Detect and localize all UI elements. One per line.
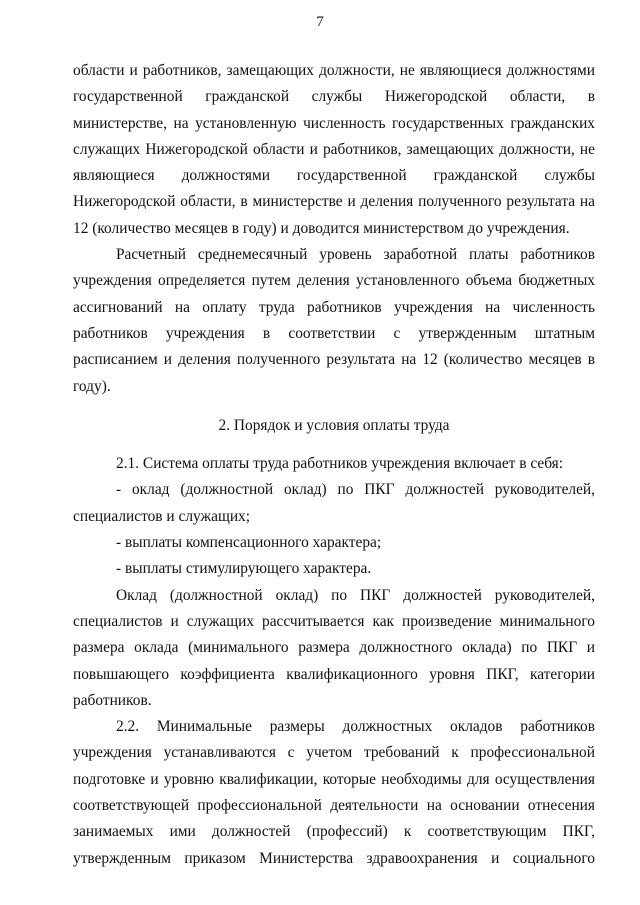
list-item-oklad: - оклад (должностной оклад) по ПКГ должностей руководителей, специалистов и служащих; bbox=[73, 481, 595, 525]
paragraph-salary-level: Расчетный среднемесячный уровень заработной платы работников учреждения определяется путем деления установленного объема бюджетных ассигнований на оплату труда работников учреждения на численность работников учреждения в соответствии с утвержденным штатным расписанием и деления полученного результата на 12 (количество месяцев в году). bbox=[73, 246, 595, 395]
section-heading: 2. Порядок и условия оплаты труда bbox=[218, 416, 450, 434]
page-number: 7 bbox=[316, 14, 324, 30]
paragraph-2-2: 2.2. Минимальные размеры должностных окладов работников учреждения устанавливаются с учетом требований к профессиональной подготовке и уровню квалификации, которые необходимы для осуществления соответствующей профессиональной деятельности на основании отнесения занимаемых ими должностей (профессий) к соответствующим ПКГ, утвержденным приказом Министерства здравоохранения и социального bbox=[73, 718, 595, 867]
paragraph-oklad-calculation: Оклад (должностной оклад) по ПКГ должностей руководителей, специалистов и служащих рассчитывается как произведение минимального размера оклада (минимального размера должностного оклада) по ПКГ и повышающего коэффициента квалификационного уровня ПКГ, категории работников. bbox=[73, 586, 595, 709]
list-item-incentive: - выплаты стимулирующего характера. bbox=[116, 560, 372, 578]
paragraph-2-1: 2.1. Система оплаты труда работников учреждения включает в себя: bbox=[116, 455, 564, 473]
paragraph-continuation: области и работников, замещающих должности, не являющиеся должностями государственной гражданской службы Нижегородской области, в министерстве, на установленную численность государственных гражданских служащих Нижегородской области и работников, замещающих должности, не являющиеся должностями государственной гражданской службы Нижегородской области, в министерстве и деления полученного результата на 12 (количество месяцев в году) и доводится министерством до учреждения. bbox=[73, 62, 595, 237]
document-body bbox=[73, 58, 595, 872]
list-item-compensation: - выплаты компенсационного характера; bbox=[116, 534, 382, 552]
